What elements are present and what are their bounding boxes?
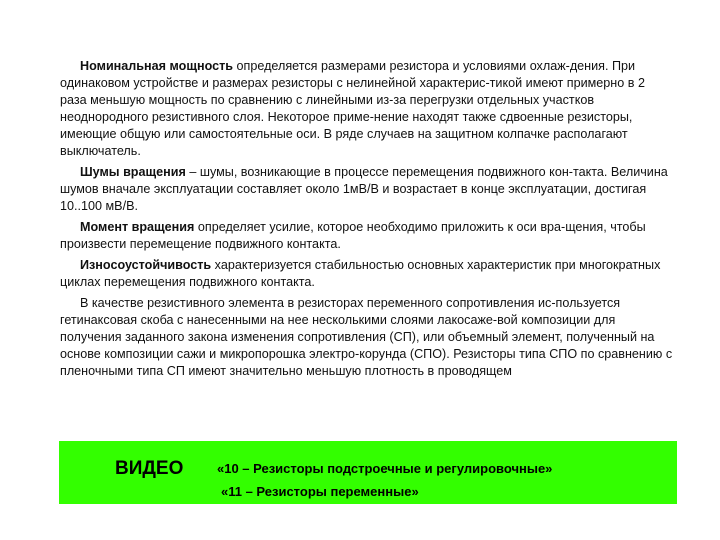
document-body [60, 58, 674, 442]
term-torque: Момент вращения [80, 220, 195, 234]
video-link-10[interactable]: «10 – Резисторы подстроечные и регулировочные» [217, 461, 553, 476]
paragraph-wear-resistance [60, 257, 674, 291]
video-link-11[interactable]: «11 – Резисторы переменные» [221, 484, 419, 499]
paragraph-resistive-element [60, 295, 674, 380]
term-nominal-power: Номинальная мощность [80, 59, 234, 73]
paragraph-text: В качестве резистивного элемента в резисторах переменного сопротивления ис-пользуется гетинаксовая скоба с нанесенными на нее несколькими слоями лакосаже-вой композиции для получения заданного закона изменения сопротивления (СП), или объемный элемент, полученный на основе композиции сажи и микропорошка электро-корунда (СПО). Резисторы типа СПО по сравнению с пленочными типа СП имеют значительно меньшую плотность в проводящем [60, 296, 673, 378]
paragraph-text: характеризуется стабильностью основных характеристик при многократных циклах перемещения подвижного контакта. [60, 258, 661, 289]
paragraph-text: определяет усилие, которое необходимо приложить к оси вра-щения, чтобы произвести перемещение подвижного контакта. [60, 220, 646, 251]
term-rotation-noise: Шумы вращения [80, 165, 186, 179]
term-wear-resistance: Износоустойчивость [80, 258, 212, 272]
paragraph-nominal-power [60, 58, 674, 160]
paragraph-torque [60, 219, 674, 253]
paragraph-text: определяется размерами резистора и условиями охлаж-дения. При одинаковом устройстве и размерах резисторы с нелинейной характерис-тикой имеют примерно в 2 раза меньшую мощность по сравнению с линейными из-за перегрузки отдельных участков неоднородного резистивного слоя. Некоторое приме-нение находят также сдвоенные резисторы, имеющие общую или самостоятельные оси. В ряде случаев на защитном колпачке располагают выключатель. [60, 59, 645, 158]
paragraph-text: – шумы, возникающие в процессе перемещения подвижного кон-такта. Величина шумов вначале эксплуатации составляет около 1мВ/В и возрастает в конце эксплуатации, достигая 10..100 мВ/В. [60, 165, 668, 213]
paragraph-rotation-noise [60, 164, 674, 215]
video-label: ВИДЕО [115, 458, 184, 479]
video-banner[interactable] [59, 441, 677, 504]
